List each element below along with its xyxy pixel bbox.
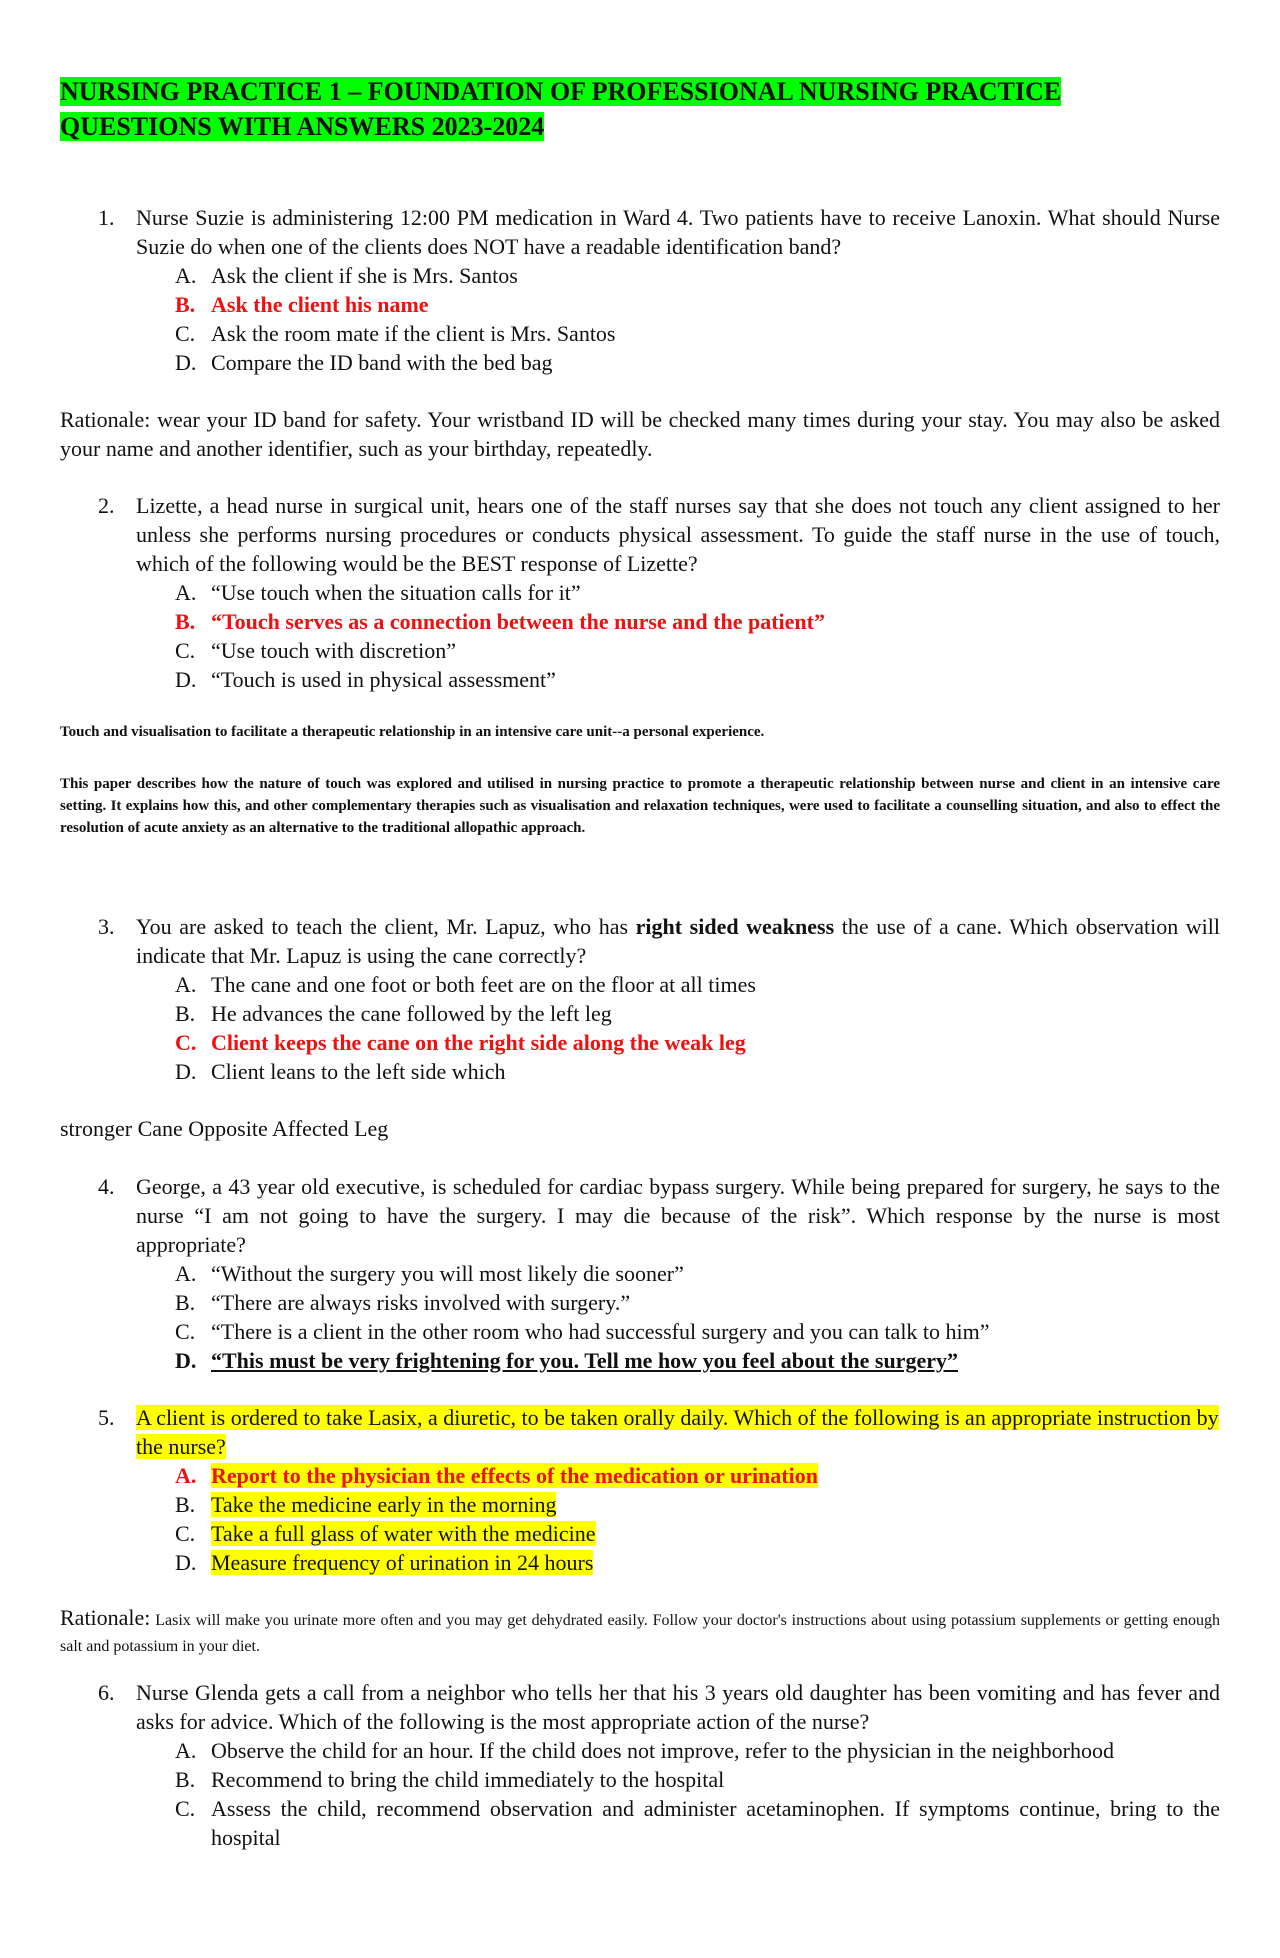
rationale-label: Rationale:: [60, 1605, 151, 1630]
question-6: 6. Nurse Glenda gets a call from a neighbor who tells her that his 3 years old daughter has been vomiting and has fever and asks for advice. Which of the following is the most appropriate action of the nurse? A. Observe the child for an hour. If the child does not improve, refer to the physician in the neighborhood B. Recommend to bring the child immediately to the hospital C. Assess the child, recommend observation and administer acetaminophen. If symptoms continue, bring to the hospital: [60, 1678, 1220, 1852]
title-line-2: QUESTIONS WITH ANSWERS 2023-2024: [60, 112, 545, 141]
rationale-text: Lasix will make you urinate more often and you may get dehydrated easily. Follow your doctor's instructions about using potassium supplements or getting enough salt and potassium in your diet.: [60, 1612, 1220, 1655]
touch-article-abstract: This paper describes how the nature of touch was explored and utilised in nursing practice to promote a therapeutic relationship between nurse and client in an intensive care setting. It explains how this, and other complementary therapies such as visualisation and relaxation techniques, were used to facilitate a counselling situation, and also to effect the resolution of acute anxiety as an alternative to the traditional allopathic approach.: [60, 776, 1220, 836]
title-line-1: NURSING PRACTICE 1 – FOUNDATION OF PROFESSIONAL NURSING PRACTICE: [60, 77, 1062, 106]
option-a: A. “Without the surgery you will most likely die sooner”: [175, 1261, 684, 1286]
question-stem: Nurse Glenda gets a call from a neighbor who tells her that his 3 years old daughter has been vomiting and has fever and asks for advice. Which of the following is the most appropriate action of the nurse?: [136, 1680, 1220, 1734]
option-a: A. Observe the child for an hour. If the child does not improve, refer to the physician in the neighborhood: [175, 1738, 1114, 1763]
option-b: B. “There are always risks involved with surgery.”: [175, 1290, 631, 1315]
rationale-1: Rationale: wear your ID band for safety. Your wristband ID will be checked many times during your stay. You may also be asked your name and another identifier, such as your birthday, repeatedly.: [60, 407, 1220, 461]
question-stem: George, a 43 year old executive, is scheduled for cardiac bypass surgery. While being prepared for surgery, he says to the nurse “I am not going to have the surgery. I may die because of the risk”. Which response by the nurse is most appropriate?: [136, 1174, 1220, 1257]
question-5: 5. A client is ordered to take Lasix, a diuretic, to be taken orally daily. Which of the following is an appropriate instruction by the nurse? A. Report to the physician the effects of the medication or urination B. Take the medicine early in the morning C. Take a full glass of water with the medicine D. Measure frequency of urination in 24 hours: [60, 1403, 1220, 1577]
question-4: 4. George, a 43 year old executive, is scheduled for cardiac bypass surgery. While being prepared for surgery, he says to the nurse “I am not going to have the surgery. I may die because of the risk”. Which response by the nurse is most appropriate? A. “Without the surgery you will most likely die sooner” B. “There are always risks involved with surgery.” C. “There is a client in the other room who had successful surgery and you can talk to him” D. “This must be very frightening for you. Tell me how you feel about the surgery”: [60, 1172, 1220, 1375]
emphasis-text: right sided weakness: [635, 914, 835, 939]
option-d: D. Compare the ID band with the bed bag: [175, 350, 553, 375]
question-number: 1.: [98, 205, 115, 230]
option-c: C. Take a full glass of water with the medicine: [175, 1521, 596, 1546]
option-c: C. Ask the room mate if the client is Mrs. Santos: [175, 321, 616, 346]
touch-article-title: Touch and visualisation to facilitate a therapeutic relationship in an intensive care unit--a personal experience.: [60, 724, 765, 740]
question-stem: Nurse Suzie is administering 12:00 PM medication in Ward 4. Two patients have to receive Lanoxin. What should Nurse Suzie do when one of the clients does NOT have a readable identification band?: [136, 205, 1220, 259]
option-c: C. Assess the child, recommend observation and administer acetaminophen. If symptoms continue, bring to the hospital: [175, 1796, 1220, 1850]
option-b: B. Recommend to bring the child immediately to the hospital: [175, 1767, 725, 1792]
question-1: [60, 203, 1220, 377]
option-d-correct: D. “This must be very frightening for you. Tell me how you feel about the surgery”: [175, 1348, 958, 1373]
rationale-5: [60, 1606, 1220, 1658]
option-a-correct: A. Report to the physician the effects of the medication or urination: [175, 1463, 818, 1488]
question-stem: A client is ordered to take Lasix, a diuretic, to be taken orally daily. Which of the following is an appropriate instruction by the nurse?: [136, 1405, 1219, 1459]
option-d: D. Measure frequency of urination in 24 hours: [175, 1550, 594, 1575]
question-stem: Lizette, a head nurse in surgical unit, hears one of the staff nurses say that she does not touch any client assigned to her unless she performs nursing procedures or conducts physical assessment. To guide the staff nurse in the use of touch, which of the following would be the BEST response of Lizette?: [136, 493, 1220, 576]
option-b: B. Take the medicine early in the morning: [175, 1492, 557, 1517]
option-d: D. “Touch is used in physical assessment”: [175, 667, 556, 692]
option-a: A. Ask the client if she is Mrs. Santos: [175, 263, 518, 288]
document-title: [60, 74, 1230, 144]
option-a: A. “Use touch when the situation calls for it”: [175, 580, 581, 605]
option-c-correct: C. Client keeps the cane on the right side along the weak leg: [175, 1030, 746, 1055]
question-2: 2. Lizette, a head nurse in surgical unit, hears one of the staff nurses say that she does not touch any client assigned to her unless she performs nursing procedures or conducts physical assessment. To guide the staff nurse in the use of touch, which of the following would be the BEST response of Lizette? A. “Use touch when the situation calls for it” B. “Touch serves as a connection between the nurse and the patient” C. “Use touch with discretion” D. “Touch is used in physical assessment”: [60, 491, 1220, 694]
question-3: 3. You are asked to teach the client, Mr. Lapuz, who has right sided weakness the use of a cane. Which observation will indicate that Mr. Lapuz is using the cane correctly? A. The cane and one foot or both feet are on the floor at all times B. He advances the cane followed by the left leg C. Client keeps the cane on the right side along the weak leg D. Client leans to the left side which: [60, 912, 1220, 1086]
option-c: C. “Use touch with discretion”: [175, 638, 456, 663]
cane-note: stronger Cane Opposite Affected Leg: [60, 1116, 389, 1141]
option-a: A. The cane and one foot or both feet are on the floor at all times: [175, 972, 756, 997]
option-d: D. Client leans to the left side which: [175, 1059, 506, 1084]
option-b-correct: B. Ask the client his name: [175, 292, 429, 317]
option-c: C. “There is a client in the other room who had successful surgery and you can talk to him”: [175, 1319, 990, 1344]
option-b: B. He advances the cane followed by the left leg: [175, 1001, 612, 1026]
option-b-correct: B. “Touch serves as a connection between the nurse and the patient”: [175, 609, 825, 634]
